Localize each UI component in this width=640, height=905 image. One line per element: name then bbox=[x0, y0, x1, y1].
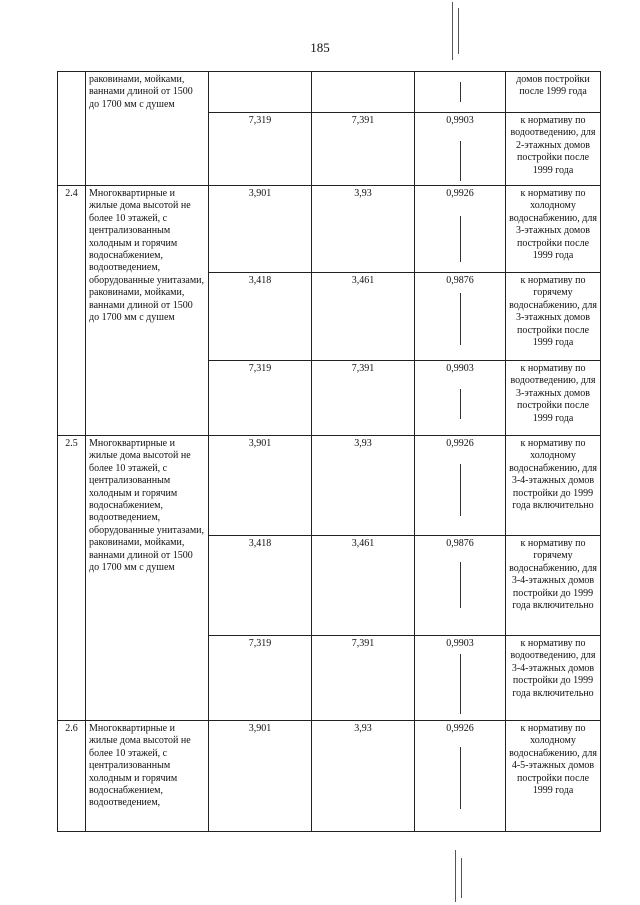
scan-mark bbox=[460, 141, 461, 181]
value-3: 0,9903 bbox=[415, 636, 506, 721]
row-description: Многоквартирные и жилые дома высотой не более 10 этажей, с централизованным холодным и горячим водоснабжением, водоотведением, оборудованные унитазами, раковинами, мойками, ваннами длиной от 1500 до 1700 мм с душем bbox=[86, 436, 209, 721]
scan-mark bbox=[460, 654, 461, 714]
page-number: 185 bbox=[310, 40, 330, 55]
row-number: 2.5 bbox=[58, 436, 86, 721]
value-1 bbox=[209, 72, 312, 113]
scan-margin-line bbox=[458, 8, 459, 54]
note: к нормативу по горячему водоснабжению, для 3-4-этажных домов постройки до 1999 года включительно bbox=[506, 536, 601, 636]
value-1: 3,418 bbox=[209, 536, 312, 636]
table-row bbox=[58, 186, 601, 273]
value-3: 0,9926 bbox=[415, 721, 506, 832]
value-1: 3,418 bbox=[209, 273, 312, 361]
value-2: 3,461 bbox=[312, 273, 415, 361]
row-number: 2.4 bbox=[58, 186, 86, 436]
table-row bbox=[58, 436, 601, 536]
scan-mark bbox=[460, 464, 461, 516]
value-3: 0,9903 bbox=[415, 113, 506, 186]
scan-margin-line bbox=[461, 858, 462, 898]
value-3: 0,9926 bbox=[415, 186, 506, 273]
value-1: 3,901 bbox=[209, 721, 312, 832]
value-2: 3,93 bbox=[312, 721, 415, 832]
note: к нормативу по водоотведению, для 3-4-этажных домов постройки до 1999 года включительно bbox=[506, 636, 601, 721]
value-2: 3,461 bbox=[312, 536, 415, 636]
note: к нормативу по водоотведению, для 3-этажных домов постройки после 1999 года bbox=[506, 361, 601, 436]
note: к нормативу по холодному водоснабжению, для 3-этажных домов постройки после 1999 года bbox=[506, 186, 601, 273]
note: к нормативу по горячему водоснабжению, для 3-этажных домов постройки после 1999 года bbox=[506, 273, 601, 361]
value-2 bbox=[312, 72, 415, 113]
row-description: раковинами, мойками, ваннами длиной от 1500 до 1700 мм с душем bbox=[86, 72, 209, 186]
note: к нормативу по водоотведению, для 2-этажных домов постройки после 1999 года bbox=[506, 113, 601, 186]
value-2: 7,391 bbox=[312, 636, 415, 721]
scan-mark bbox=[460, 293, 461, 345]
table-row bbox=[58, 721, 601, 832]
row-number: 2.6 bbox=[58, 721, 86, 832]
norm-table bbox=[57, 71, 601, 832]
scan-margin-line bbox=[455, 850, 456, 902]
scan-mark bbox=[460, 747, 461, 809]
scan-mark bbox=[460, 562, 461, 608]
value-1: 7,319 bbox=[209, 361, 312, 436]
value-2: 3,93 bbox=[312, 436, 415, 536]
row-number bbox=[58, 72, 86, 186]
value-1: 3,901 bbox=[209, 436, 312, 536]
scan-margin-line bbox=[452, 2, 453, 60]
note: к нормативу по холодному водоснабжению, для 4-5-этажных домов постройки после 1999 года bbox=[506, 721, 601, 832]
value-2: 7,391 bbox=[312, 361, 415, 436]
scan-mark bbox=[460, 82, 461, 102]
row-description: Многоквартирные и жилые дома высотой не более 10 этажей, с централизованным холодным и горячим водоснабжением, водоотведением, bbox=[86, 721, 209, 832]
table-row bbox=[58, 72, 601, 113]
note: домов постройки после 1999 года bbox=[506, 72, 601, 113]
note: к нормативу по холодному водоснабжению, для 3-4-этажных домов постройки до 1999 года включительно bbox=[506, 436, 601, 536]
value-2: 3,93 bbox=[312, 186, 415, 273]
value-3: 0,9903 bbox=[415, 361, 506, 436]
value-1: 3,901 bbox=[209, 186, 312, 273]
scan-mark bbox=[460, 389, 461, 419]
value-1: 7,319 bbox=[209, 636, 312, 721]
value-3 bbox=[415, 72, 506, 113]
value-3: 0,9926 bbox=[415, 436, 506, 536]
value-2: 7,391 bbox=[312, 113, 415, 186]
value-3: 0,9876 bbox=[415, 273, 506, 361]
value-3: 0,9876 bbox=[415, 536, 506, 636]
row-description: Многоквартирные и жилые дома высотой не более 10 этажей, с централизованным холодным и горячим водоснабжением, водоотведением, оборудованные унитазами, раковинами, мойками, ваннами длиной от 1500 до 1700 мм с душем bbox=[86, 186, 209, 436]
value-1: 7,319 bbox=[209, 113, 312, 186]
scan-mark bbox=[460, 216, 461, 262]
